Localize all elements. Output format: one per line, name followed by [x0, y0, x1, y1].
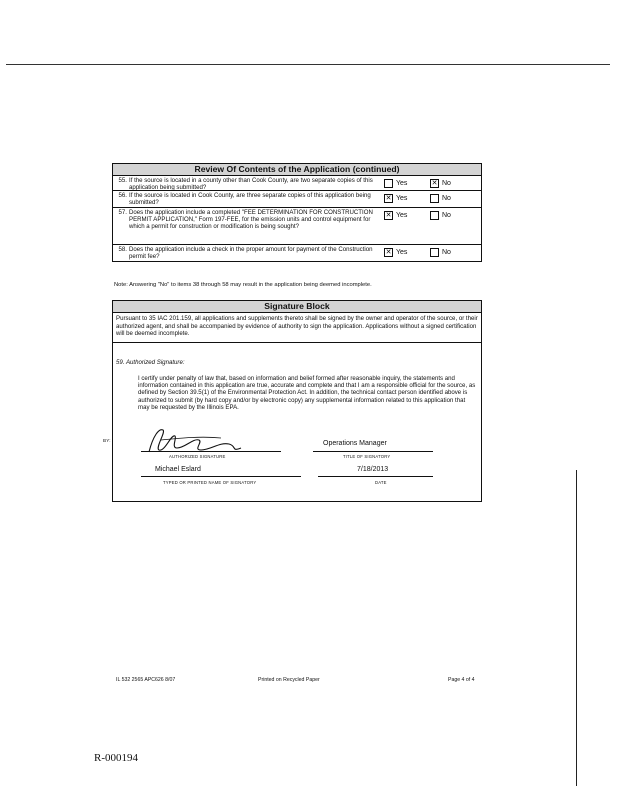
- no-label: No: [442, 212, 451, 219]
- yes-label: Yes: [396, 249, 408, 256]
- form-id: IL 532 2565 APC626 8/07: [116, 677, 176, 683]
- title-line: [313, 451, 433, 452]
- title-caption: TITLE OF SIGNATORY: [343, 454, 391, 459]
- page-number: Page 4 of 4: [448, 677, 475, 683]
- incomplete-note: Note: Answering "No" to items 38 through 58 may result in the application being deemed incomplete.: [114, 282, 372, 288]
- yes-label: Yes: [396, 180, 408, 187]
- signature-caption: AUTHORIZED SIGNATURE: [169, 454, 226, 459]
- yes-label: Yes: [396, 212, 408, 219]
- review-row: [113, 191, 481, 208]
- recycled-note: Printed on Recycled Paper: [258, 677, 320, 683]
- review-table: [112, 163, 482, 262]
- no-checkbox[interactable]: [430, 194, 439, 203]
- item-number: 58.: [118, 246, 127, 253]
- item-number: 55.: [118, 177, 127, 184]
- signature-line: [141, 451, 281, 452]
- bates-number: R-000194: [94, 752, 138, 764]
- no-checkbox[interactable]: [430, 179, 439, 188]
- date-line: [318, 476, 433, 477]
- item-question: If the source is located in a county other than Cook County, are two separate copies of this application being submitted?: [129, 177, 373, 191]
- name-value: Michael Eslard: [155, 466, 201, 473]
- review-row: [113, 245, 481, 261]
- item-question: If the source is located in Cook County, are three separate copies of this application being submitted?: [129, 192, 371, 206]
- title-value: Operations Manager: [323, 440, 387, 447]
- top-rule: [6, 64, 610, 65]
- authorized-signature-label: 59. Authorized Signature:: [116, 359, 185, 366]
- signature-rule-text: Pursuant to 35 IAC 201.159, all applications and supplements thereto shall be signed by the owner and operator of the source, or their authorized agent, and shall be accompanied by evidence of authority to sign the application. Applications without a signed certification will be deemed incomplete.: [113, 313, 481, 343]
- review-row: [113, 176, 481, 191]
- name-line: [141, 476, 301, 477]
- item-question: Does the application include a completed "FEE DETERMINATION FOR CONSTRUCTION PERMIT APPLICATION," Form 197-FEE, for the emission units and control equipment for which a permit for construction or modification is being sought?: [129, 209, 373, 230]
- yes-checkbox[interactable]: [384, 194, 393, 203]
- signature-block-title: Signature Block: [113, 301, 481, 313]
- yes-checkbox[interactable]: [384, 179, 393, 188]
- no-label: No: [442, 249, 451, 256]
- review-title: Review Of Contents of the Application (continued): [113, 164, 481, 176]
- no-checkbox[interactable]: [430, 211, 439, 220]
- no-label: No: [442, 195, 451, 202]
- certification-text: I certify under penalty of law that, based on information and belief formed after reasonable inquiry, the statements and information contained in this application are true, accurate and complete and that I am a responsible official for the source, as defined by Section 39.5(1) of the Environmental Protection Act. In addition, the technical contact person identified above is authorized to submit (by hard copy and/or by electronic copy) any supplemental information related to this application that may be requested by the Illinois EPA.: [138, 375, 476, 411]
- yes-checkbox[interactable]: [384, 248, 393, 257]
- item-question: Does the application include a check in the proper amount for payment of the Construction permit fee?: [129, 246, 373, 260]
- item-number: 57.: [118, 209, 127, 216]
- no-label: No: [442, 180, 451, 187]
- name-caption: TYPED OR PRINTED NAME OF SIGNATORY: [163, 480, 257, 485]
- review-row: [113, 208, 481, 245]
- no-checkbox[interactable]: [430, 248, 439, 257]
- date-caption: DATE: [375, 480, 387, 485]
- yes-checkbox[interactable]: [384, 211, 393, 220]
- date-value: 7/18/2013: [357, 466, 389, 473]
- yes-label: Yes: [396, 195, 408, 202]
- signature-block: [103, 300, 482, 502]
- by-label: BY:: [103, 438, 111, 443]
- item-number: 56.: [118, 192, 127, 199]
- margin-rule: [576, 470, 577, 786]
